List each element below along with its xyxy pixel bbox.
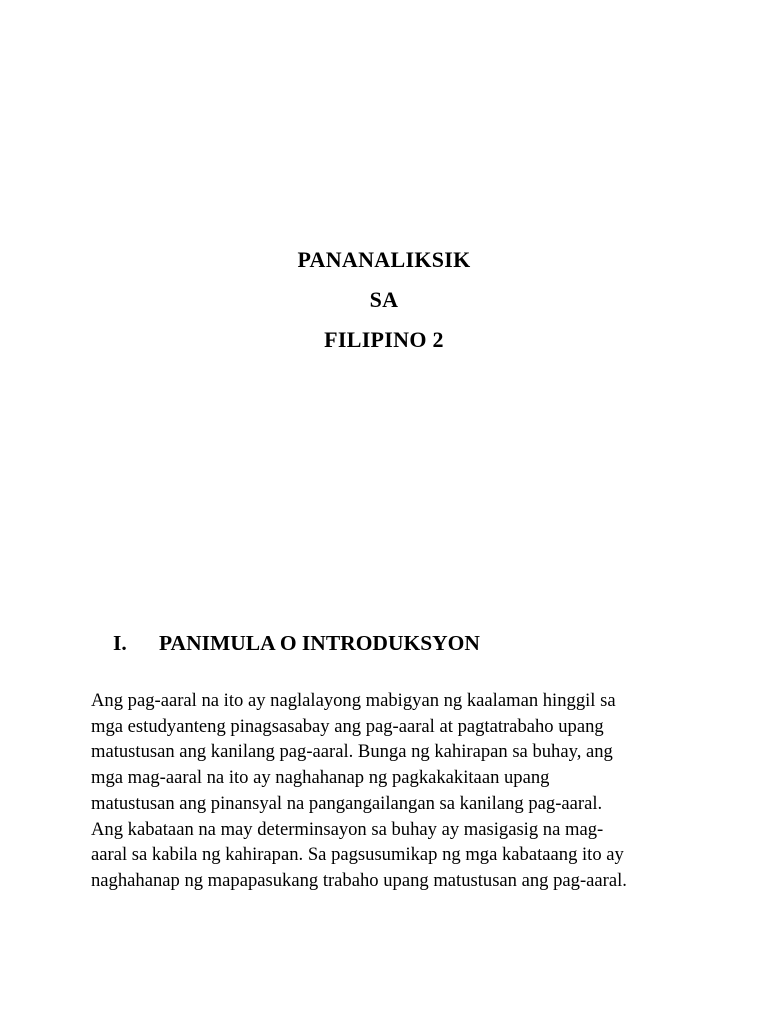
body-line: mga mag-aaral na ito ay naghahanap ng pagkakakitaan upang [91, 767, 550, 789]
section-heading-text: PANIMULA O INTRODUKSYON [159, 631, 480, 655]
title-line-1: PANANALIKSIK [297, 247, 471, 272]
body-line: matustusan ang pinansyal na pangangailangan sa kanilang pag-aaral. [91, 792, 603, 814]
body-line: Ang pag-aaral na ito ay naglalayong mabigyan ng kaalaman hinggil sa [91, 690, 616, 711]
section-number: I. [113, 631, 127, 655]
body-line: mga estudyanteng pinagsasabay ang pag-aaral at pagtatrabaho upang [91, 715, 604, 737]
body-line: naghahanap ng mapapasukang trabaho upang matustusan ang pag-aaral. [91, 869, 627, 891]
title-line-3: FILIPINO 2 [324, 327, 444, 352]
title-block [0, 248, 768, 368]
section-heading [113, 630, 480, 656]
body-line: matustusan ang kanilang pag-aaral. Bunga ng kahirapan sa buhay, ang [91, 741, 613, 763]
title-line-2: SA [369, 287, 399, 312]
body-line: aaral sa kabila ng kahirapan. Sa pagsusumikap ng mga kabataang ito ay [91, 844, 624, 866]
body-line: Ang kabataan na may determinsayon sa buhay ay masigasig na mag- [91, 818, 604, 840]
body-paragraph [91, 688, 691, 894]
